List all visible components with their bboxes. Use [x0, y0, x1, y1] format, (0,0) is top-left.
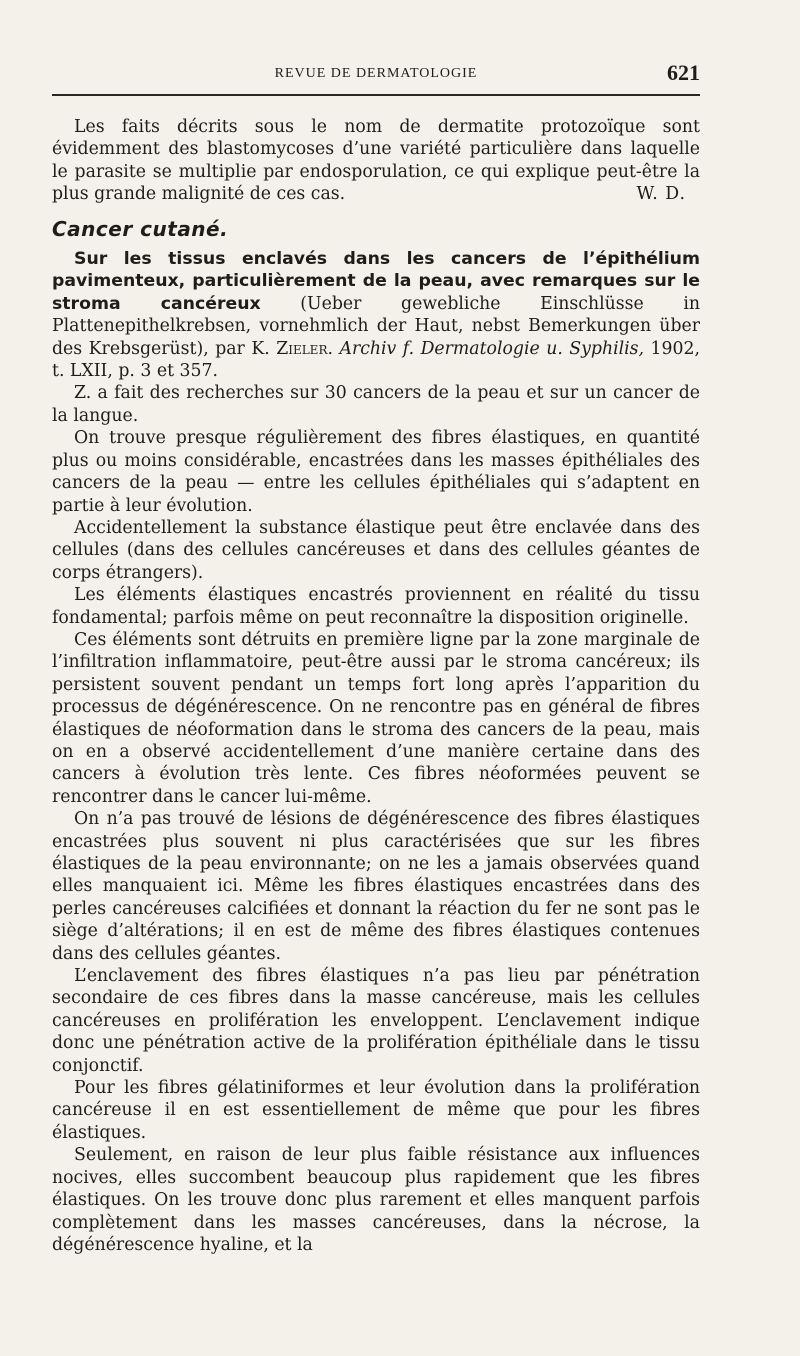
paragraph-7: On n’a pas trouvé de lésions de dégénérescence des fibres élastiques encastrées plus souvent ni plus caractérisées que sur les fibres élastiques de la peau environnante; on ne les a jamais observées quand elles manquaient ici. Même les fibres élastiques encastrées dans des perles cancéreuses calcifiées et donnant la réaction du fer ne sont pas le siège d’altérations; il en est de même des fibres élastiques contenues dans des cellules géantes.: [52, 809, 700, 964]
running-header: [52, 60, 700, 96]
paragraph-9: Pour les fibres gélatiniformes et leur évolution dans la prolifération cancéreuse il en est essentiellement de même que pour les fibres élastiques.: [52, 1078, 700, 1143]
paragraph-5: Les éléments élastiques encastrés proviennent en réalité du tissu fondamental; parfois même on peut reconnaître la disposition originelle.: [52, 585, 700, 628]
article-author: K. Zieler.: [251, 338, 333, 359]
paragraph-1-text: Les faits décrits sous le nom de dermatite protozoïque sont évidemment des blastomycoses d’une variété particulière dans laquelle le parasite se multiplie par endosporulation, ce qui explique peut-être la plus grande malignité de ces cas.: [52, 117, 700, 205]
paragraph-6: Ces éléments sont détruits en première ligne par la zone marginale de l’infiltration inflammatoire, peut-être aussi par le stroma cancéreux; ils persistent souvent pendant un temps fort long après l’apparition du processus de dégénérescence. On ne rencontre pas en général de fibres élastiques de néoformation dans le stroma des cancers de la peau, mais on en a observé accidentellement d’une manière certaine dans des cancers à évolution très lente. Ces fibres néoformées peuvent se rencontrer dans le cancer lui-même.: [52, 629, 700, 807]
page-number: 621: [667, 60, 700, 85]
paragraph-3: On trouve presque régulièrement des fibres élastiques, en quantité plus ou moins considérable, encastrées dans les masses épithéliales des cancers de la peau — entre les cellules épithéliales qui s’adaptent en partie à leur évolution.: [52, 428, 700, 516]
paragraph-2: Z. a fait des recherches sur 30 cancers de la peau et sur un cancer de la langue.: [52, 383, 700, 426]
author-signature: W. D.: [636, 184, 686, 205]
section-heading: Cancer cutané.: [52, 216, 229, 241]
article-subtitle: (Ueber gewebliche Einschlüsse in Plattenepithelkrebsen, vornehmlich der Haut, nebst Bemerkungen über des Krebsgerüst), par: [52, 293, 700, 359]
paragraph-10: Seulement, en raison de leur plus faible résistance aux influences nocives, elles succombent beaucoup plus rapidement que les fibres élastiques. On les trouve donc plus rarement et elles manquent parfois complètement dans les masses cancéreuses, dans la nécrose, la dégénérescence hyaline, et la: [52, 1145, 700, 1255]
paragraph-1: [52, 116, 700, 206]
article-reference: [52, 248, 700, 382]
article-title: Sur les tissus enclavés dans les cancers de l’épithélium pavimenteux, particulièrement de la peau, avec remarques sur le stroma cancéreux: [52, 249, 700, 314]
running-title: REVUE DE DERMATOLOGIE: [274, 66, 478, 81]
page-body: [52, 116, 700, 1256]
paragraph-8: L’enclavement des fibres élastiques n’a pas lieu par pénétration secondaire de ces fibres dans la masse cancéreuse, mais les cellules cancéreuses en prolifération les enveloppent. L’enclavement indique donc une pénétration active de la prolifération épithéliale dans le tissu conjonctif.: [52, 966, 700, 1076]
article-ref: 1902, t. LXII, p. 3 et 357.: [52, 338, 701, 382]
book-page: [52, 60, 700, 1256]
paragraph-4: Accidentellement la substance élastique peut être enclavée dans des cellules (dans des cellules cancéreuses et dans des cellules géantes de corps étrangers).: [52, 517, 700, 583]
article-journal: Archiv f. Dermatologie u. Syphilis,: [339, 338, 645, 359]
